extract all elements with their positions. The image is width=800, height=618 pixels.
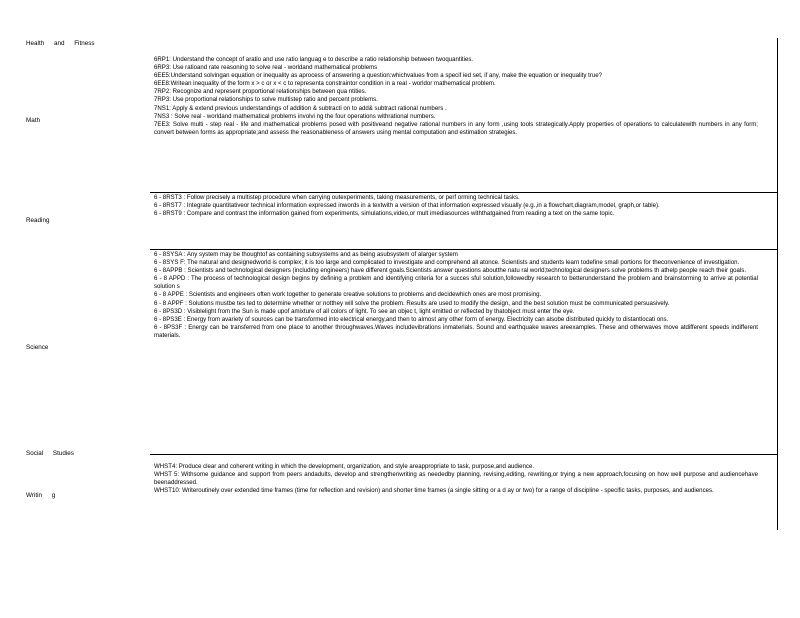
math-standard: 6RP3: Use ratioand rate reasoning to solve real - worldand mathematical problems bbox=[154, 64, 378, 72]
math-standard: 6RP1: Understand the concept of aratio and use ratio languag e to describe a ratio relationship between twoquantities. bbox=[154, 56, 474, 63]
reading-standard: 6 - 8RST3 : Follow precisely a multistep procedure when carrying outexperiments, taking measurements, or perf orming technical tasks. bbox=[154, 194, 520, 201]
math-standard: 7RP2: Recognize and represent proportional relationships between qua ntities. bbox=[154, 88, 367, 96]
science-standard: 6 - 8SYSA : Any system may be thoughtof as containing subsystems and as being asubsystem of alarger system bbox=[154, 251, 458, 258]
math-standard: 7RP3: Use proportional relationships to solve multistep ratio and percent problems. bbox=[154, 96, 378, 104]
writing-standard: WHST10: Writeroutinely over extended time frames (time for reflection and revision) and shorter time frames (a single sitting or a d ay or two) for a range of discipline - specific tasks, purposes, and audiences. bbox=[154, 487, 714, 495]
science-standard: 6 - 8SYS F: The natural and designedworld is complex; it is too large and complicated to investigate and comprehend all atonce. Scientists and students learn todefine small portions for theconvenience of investigation. bbox=[154, 259, 740, 267]
science-standard: 6 - 8PS3D : Visiblelight from the Sun is made upof amixture of all colors of light. To see an objec t, light emitted or reflected by thatobject must enter the eye. bbox=[154, 307, 575, 315]
divider-science-writing bbox=[150, 454, 778, 455]
math-standard: 7NS3 : Solve real - worldand mathematical problems involvi ng the four operations withrational numbers. bbox=[154, 112, 436, 120]
reading-standard: 6 - 8RST7 : Integrate quantitativeor technical information expressed inwords in a textwith a version of that information expressed visually (e.g.,in a flowchart,diagram,model, graph,or table). bbox=[154, 202, 660, 210]
science-standards bbox=[154, 251, 758, 340]
math-standard: 7EE3: Solve multi - step real - life and mathematical problems posed with positiveand negative rational numbers in any form ,using tools strategically.Apply properties of operations to calculatewith numbers in any form; convert between forms as appropriate;and assess the reasonableness of answers using mental computation and estimation strategies. bbox=[154, 120, 758, 136]
science-standard: 6 - 8APPB : Scientists and technological designers (including engineers) have different goals.Scientists answer questions aboutthe natu ral world;technological designers solve problems th athelp people reach their goals. bbox=[154, 267, 747, 275]
science-standard: 6 - 8 APPE : Scientists and engineers often work together to generate creative solutions to problems and decidewhich ones are most promising. bbox=[154, 291, 542, 299]
math-standard: 7NS1: Apply & extend previous understandings of addition & subtracti on to add& subtract rational numbers . bbox=[154, 104, 447, 112]
subject-science: Science bbox=[26, 344, 49, 351]
science-standard: 6 - 8 APPF : Solutions mustbe tes ted to determine whether or notthey will solve the problem. Results are used to modify the design, and the best solution must be communicated persuasively. bbox=[154, 299, 670, 307]
writing-standard: WHST 5: Withsome guidance and support from peers andadults, develop and strengthenwriting as neededby planning, revising,editing, rewriting,or trying a new approach,focusing on how well purpose and audiencehave beenaddressed. bbox=[154, 471, 758, 487]
math-standard: 6EE8:Writean inequality of the form x > c or x < c to representa constraintor condition in a real - worldor mathematical problem. bbox=[154, 80, 496, 88]
science-standard: 6 - 8PS3F : Energy can be transferred from one place to another throughwaves.Waves includevibrations inmaterials. Sound and earthquake waves areexamples. These and otherwaves move atdifferent speeds indifferent materials. bbox=[154, 323, 758, 339]
right-border-line bbox=[777, 38, 778, 530]
subject-social-studies: Social Studies bbox=[26, 450, 74, 457]
math-standard: 6EE5:Understand solvingan equation or inequality as aprocess of answering a question:whichvalues from a specif ied set, if any, make the equation or inequality true? bbox=[154, 72, 603, 80]
reading-standard: 6 - 8RST9 : Compare and contrast the information gained from experiments, simulations,video,or mult imediasources withthatgained from reading a text on the same topic. bbox=[154, 210, 615, 218]
subject-health: Health and Fitness bbox=[26, 40, 95, 47]
divider-math-reading bbox=[150, 192, 778, 193]
writing-standard: WHST4: Produce clear and coherent writing in which the development, organization, and style areappropriate to task, purpose,and audience. bbox=[154, 463, 535, 470]
science-standard: 6 - 8PS3E : Energy from avariety of sources can be transformed into electrical energy,and then to almost any other form of energy. Electricity can alsobe distributed quickly to distantlocati ons. bbox=[154, 315, 669, 323]
divider-reading-science bbox=[150, 249, 778, 250]
science-standard: 6 - 8 APPD : The process of technological design begins by defining a problem and identifying criteria for a succes sful solution,followedby research to betterunderstand the problem and brainstorming to arrive at potential solution s bbox=[154, 275, 758, 291]
subject-writing: Writin g bbox=[26, 492, 56, 499]
writing-standards bbox=[154, 463, 758, 495]
reading-standards bbox=[154, 194, 758, 218]
subject-reading: Reading bbox=[26, 217, 50, 224]
math-standards bbox=[154, 56, 758, 137]
subject-math: Math bbox=[26, 117, 40, 124]
